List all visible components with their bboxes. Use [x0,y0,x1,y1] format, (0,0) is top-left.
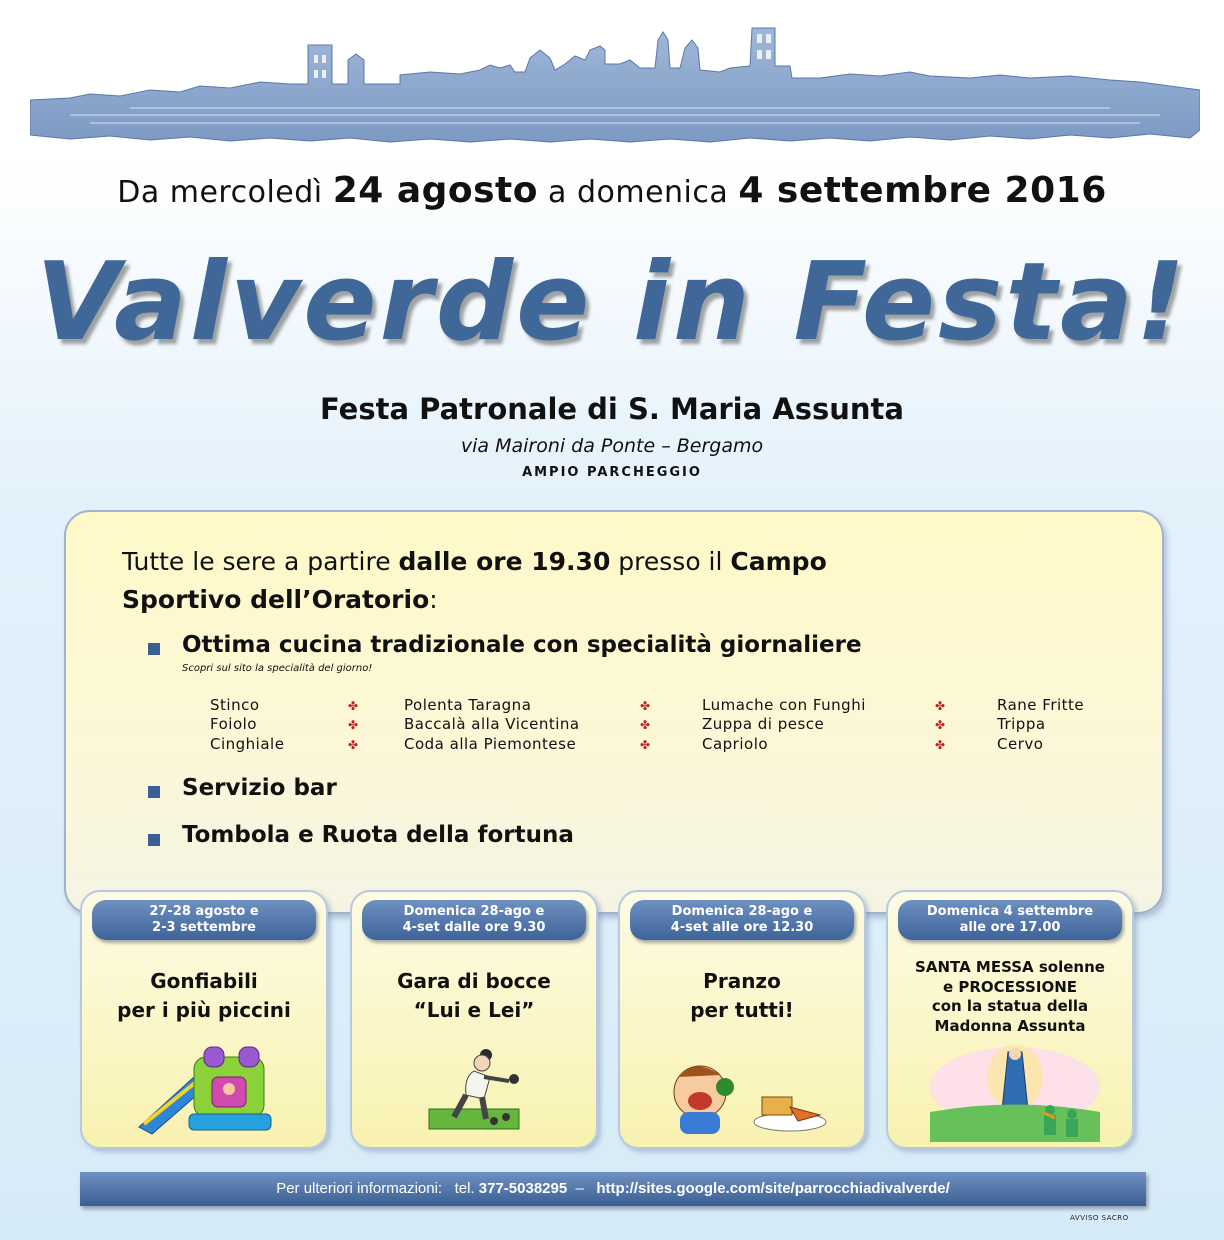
bocce-player-image [424,1047,534,1137]
event-title-line: Madonna Assunta [934,1016,1086,1035]
separator-icon: ✤ [640,699,651,713]
intro-text: presso il [610,547,731,576]
dish-item: Stinco [210,696,260,714]
dish-item: Cervo [997,735,1044,753]
dish-item: Foiolo [210,715,257,733]
dish-item: Lumache con Funghi [702,696,866,714]
event-card-bocce [350,890,598,1149]
event-dates [0,170,1224,211]
bullet-icon [148,643,160,655]
footer-separator: – [567,1180,597,1197]
event-title [352,967,596,1025]
event-title-line: e PROCESSIONE [942,977,1077,996]
feature-cucina: Ottima cucina tradizionale con specialità giornaliere [182,632,862,658]
intro-text: : [429,585,438,614]
event-title-line: Gara di bocce [397,969,551,993]
separator-icon: ✤ [935,699,946,713]
dish-item: Capriolo [702,735,769,753]
event-title-line: per tutti! [690,998,794,1022]
separator-icon: ✤ [935,738,946,752]
footer-phone[interactable]: 377-5038295 [478,1180,568,1197]
event-date-banner [898,900,1122,940]
dish-item: Zuppa di pesce [702,715,825,733]
avviso-sacro-label: AVVISO SACRO [1070,1214,1129,1222]
separator-icon: ✤ [640,718,651,732]
event-title-line: Gonfiabili [150,969,258,993]
event-title-line: con la statua della [931,997,1089,1015]
contact-footer [80,1172,1146,1206]
dates-middle: a domenica [548,175,729,210]
event-card-pranzo [618,890,866,1149]
event-date-line: Domenica 28-ago e [403,904,545,919]
separator-icon: ✤ [640,738,651,752]
intro-place: Campo [730,547,827,576]
bullet-icon [148,834,160,846]
event-date-banner [92,900,316,940]
event-date-line: alle ore 17.00 [959,920,1061,935]
event-title-line: SANTA MESSA solenne [915,958,1105,976]
event-date-line: 27-28 agosto e [149,904,259,919]
event-date-banner [362,900,586,940]
event-title [888,958,1132,1036]
event-date-line: 4-set alle ore 12.30 [670,920,814,935]
dish-item: Cinghiale [210,735,285,753]
event-title-line: “Lui e Lei” [413,998,535,1022]
dish-item: Rane Fritte [997,696,1085,714]
feature-bar: Servizio bar [182,775,337,801]
dish-item: Polenta Taragna [404,696,532,714]
separator-icon: ✤ [348,738,359,752]
footer-website-link[interactable]: http://sites.google.com/site/parrocchiadivalverde/ [596,1180,950,1197]
event-title [82,967,326,1025]
event-title-line: Pranzo [703,969,781,993]
separator-icon: ✤ [348,699,359,713]
intro-time: dalle ore 19.30 [398,547,611,576]
event-date-banner [630,900,854,940]
dates-start: 24 agosto [332,170,538,211]
dish-item: Trippa [997,715,1046,733]
event-address: via Maironi da Ponte – Bergamo [460,435,764,457]
bouncy-castle-image [134,1042,274,1137]
poster-title: Valverde in Festa! [35,240,1189,365]
separator-icon: ✤ [348,718,359,732]
event-title-line: per i più piccini [117,998,291,1022]
specialty-note: Scopri sul sito la specialità del giorno! [182,663,373,674]
dates-prefix: Da mercoledì [117,175,323,210]
eating-boy-image [670,1057,830,1137]
bergamo-skyline-illustration [30,20,1200,150]
feature-tombola: Tombola e Ruota della fortuna [182,822,574,848]
intro-text: Tutte le sere a partire [122,547,399,576]
event-title [620,967,864,1025]
event-date-line: Domenica 28-ago e [671,904,813,919]
event-date-line: 4-set dalle ore 9.30 [402,920,546,935]
poster-subtitle: Festa Patronale di S. Maria Assunta [320,392,904,426]
madonna-procession-image [930,1042,1100,1142]
bullet-icon [148,786,160,798]
event-date-line: 2-3 settembre [152,920,256,935]
intro-place: Sportivo dell’Oratorio [122,585,430,614]
event-date-line: Domenica 4 settembre [926,904,1094,919]
program-intro [122,543,1082,619]
separator-icon: ✤ [935,718,946,732]
dish-item: Coda alla Piemontese [404,735,577,753]
event-card-messa [886,890,1134,1149]
parking-note: AMPIO PARCHEGGIO [522,465,702,480]
dish-item: Baccalà alla Vicentina [404,715,580,733]
footer-label: Per ulteriori informazioni: tel. [276,1180,479,1197]
event-card-gonfiabili [80,890,328,1149]
dates-end: 4 settembre 2016 [738,170,1107,211]
